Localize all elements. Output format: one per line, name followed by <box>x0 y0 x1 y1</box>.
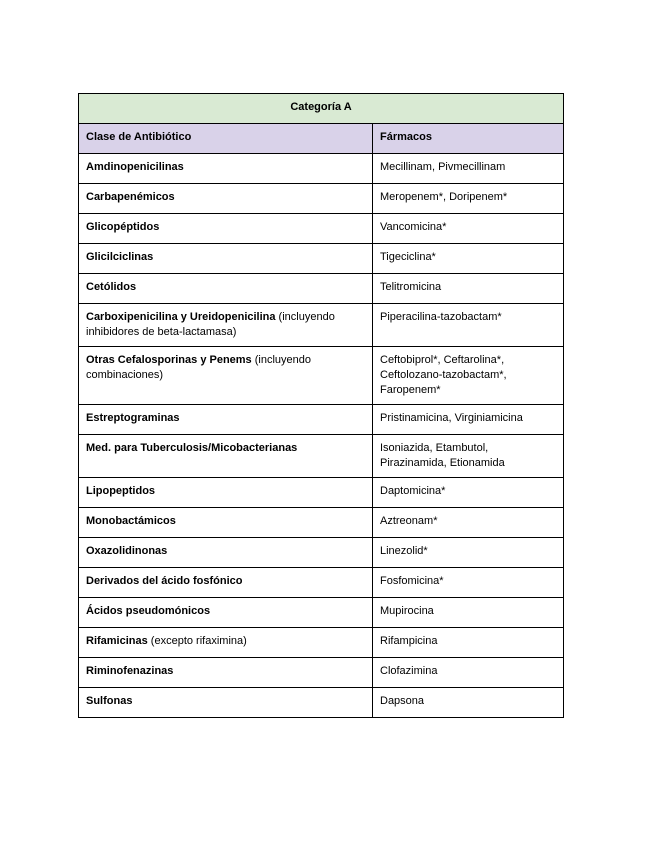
antibiotic-class-note: (excepto rifaximina) <box>147 635 247 647</box>
antibiotic-class-name: Glicilciclinas <box>86 251 154 263</box>
antibiotic-class-cell <box>79 658 373 688</box>
antibiotic-class-cell <box>79 214 373 244</box>
antibiotic-class-name: Otras Cefalosporinas y Penems <box>86 354 252 366</box>
antibiotic-class-name: Med. para Tuberculosis/Micobacterianas <box>86 442 298 454</box>
antibiotic-class-name: Monobactámicos <box>86 515 176 527</box>
antibiotic-class-cell <box>79 478 373 508</box>
antibiotic-class-cell <box>79 347 373 405</box>
antibiotic-class-cell <box>79 244 373 274</box>
antibiotic-class-note: (incluyendo combinaciones) <box>86 354 312 381</box>
table-row <box>79 508 564 538</box>
table-row <box>79 688 564 718</box>
antibiotic-class-name: Rifamicinas <box>86 635 148 647</box>
table-row <box>79 478 564 508</box>
antibiotic-class-cell <box>79 538 373 568</box>
antibiotic-class-cell <box>79 274 373 304</box>
table-row <box>79 244 564 274</box>
table-row <box>79 274 564 304</box>
drugs-cell: Ceftobiprol*, Ceftarolina*, Ceftolozano-tazobactam*, Faropenem* <box>373 347 564 405</box>
table-row <box>79 598 564 628</box>
header-row <box>79 124 564 154</box>
antibiotic-class-cell <box>79 568 373 598</box>
antibiotic-class-name: Oxazolidinonas <box>86 545 168 557</box>
antibiotic-class-cell <box>79 688 373 718</box>
antibiotic-class-name: Carbapenémicos <box>86 191 175 203</box>
table-row <box>79 435 564 478</box>
table-row <box>79 405 564 435</box>
table-row <box>79 658 564 688</box>
table-row <box>79 568 564 598</box>
column-header-class: Clase de Antibiótico <box>79 124 373 154</box>
antibiotic-class-cell <box>79 184 373 214</box>
drugs-cell: Daptomicina* <box>373 478 564 508</box>
table-row <box>79 214 564 244</box>
antibiotic-class-name: Cetólidos <box>86 281 137 293</box>
drugs-cell: Tigeciclina* <box>373 244 564 274</box>
drugs-cell: Piperacilina-tazobactam* <box>373 304 564 347</box>
antibiotic-table <box>78 93 564 718</box>
drugs-cell: Telitromicina <box>373 274 564 304</box>
drugs-cell: Aztreonam* <box>373 508 564 538</box>
drugs-cell: Rifampicina <box>373 628 564 658</box>
drugs-cell: Clofazimina <box>373 658 564 688</box>
antibiotic-class-note: (incluyendo inhibidores de beta-lactamasa) <box>86 311 335 338</box>
table-row <box>79 184 564 214</box>
antibiotic-class-name: Glicopéptidos <box>86 221 160 233</box>
column-header-drugs: Fármacos <box>373 124 564 154</box>
drugs-cell: Meropenem*, Doripenem* <box>373 184 564 214</box>
drugs-cell: Mupirocina <box>373 598 564 628</box>
table-row <box>79 154 564 184</box>
category-row <box>79 94 564 124</box>
drugs-cell: Vancomicina* <box>373 214 564 244</box>
drugs-cell: Isoniazida, Etambutol, Pirazinamida, Etionamida <box>373 435 564 478</box>
antibiotic-class-name: Estreptograminas <box>86 412 180 424</box>
table-row <box>79 304 564 347</box>
antibiotic-class-cell <box>79 405 373 435</box>
table-row <box>79 538 564 568</box>
antibiotic-class-cell <box>79 304 373 347</box>
antibiotic-class-cell <box>79 628 373 658</box>
antibiotic-class-name: Amdinopenicilinas <box>86 161 184 173</box>
antibiotic-class-name: Lipopeptidos <box>86 485 156 497</box>
antibiotic-class-cell <box>79 508 373 538</box>
drugs-cell: Mecillinam, Pivmecillinam <box>373 154 564 184</box>
category-title: Categoría A <box>79 94 564 124</box>
antibiotic-class-cell <box>79 154 373 184</box>
drugs-cell: Pristinamicina, Virginiamicina <box>373 405 564 435</box>
antibiotic-class-cell <box>79 435 373 478</box>
drugs-cell: Fosfomicina* <box>373 568 564 598</box>
antibiotic-class-name: Sulfonas <box>86 695 133 707</box>
antibiotic-class-cell <box>79 598 373 628</box>
drugs-cell: Linezolid* <box>373 538 564 568</box>
table-body <box>79 154 564 718</box>
antibiotic-class-name: Derivados del ácido fosfónico <box>86 575 243 587</box>
table-row <box>79 347 564 405</box>
table-row <box>79 628 564 658</box>
antibiotic-class-name: Ácidos pseudomónicos <box>86 605 211 617</box>
antibiotic-class-name: Carboxipenicilina y Ureidopenicilina <box>86 311 276 323</box>
drugs-cell: Dapsona <box>373 688 564 718</box>
antibiotic-class-name: Riminofenazinas <box>86 665 174 677</box>
